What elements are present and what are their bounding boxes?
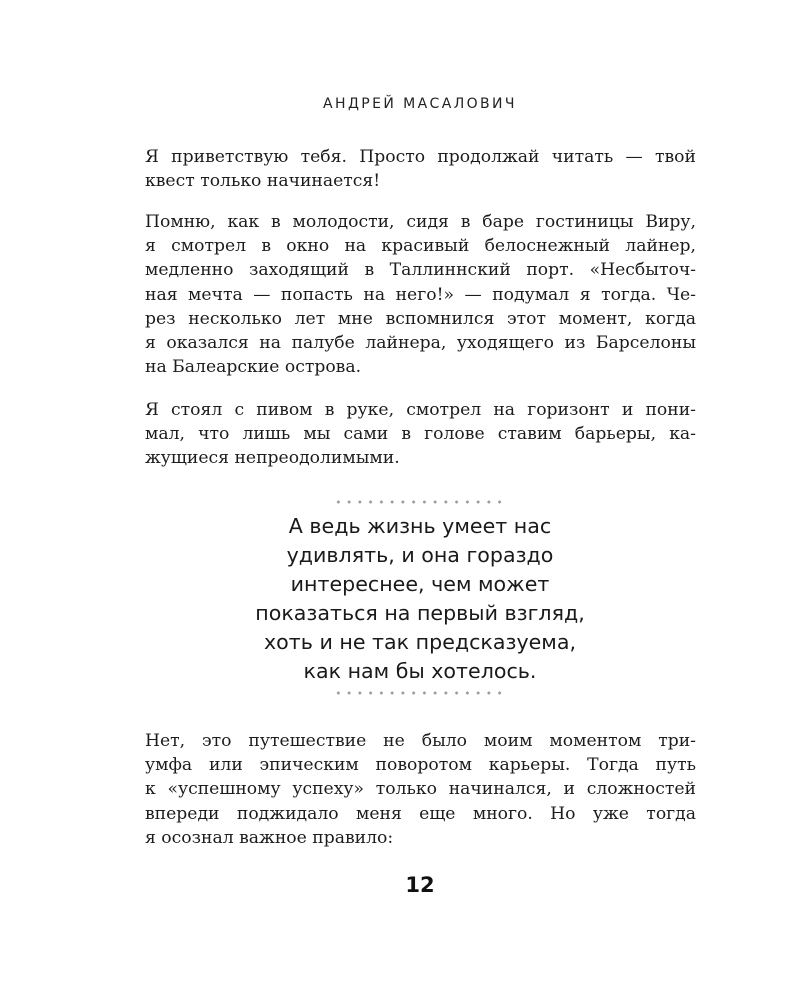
text-line: жущиеся непреодолимыми. [145, 448, 400, 469]
paragraph-4 [145, 729, 696, 850]
quote-divider-top [333, 500, 505, 504]
quote-line: удивлять, и она гораздо [286, 543, 554, 567]
text-line: Я приветствую тебя. Просто продолжай читать — твой [145, 147, 696, 167]
text-line: мал, что лишь мы сами в голове ставим барьеры, ка- [145, 424, 696, 445]
paragraph-3 [145, 398, 696, 471]
text-line: рез несколько лет мне вспомнился этот момент, когда [145, 308, 696, 329]
quote-line: А ведь жизнь умеет нас [288, 514, 552, 538]
quote-line: как нам бы хотелось. [303, 659, 537, 683]
text-line: я оказался на палубе лайнера, уходящего из Барселоны [145, 333, 696, 354]
text-line: я смотрел в окно на красивый белоснежный лайнер, [145, 236, 696, 257]
quote-line: показаться на первый взгляд, [255, 601, 585, 625]
text-line: я осознал важное правило: [145, 827, 394, 848]
paragraph-2 [145, 210, 696, 379]
text-line: умфа или эпическим поворотом карьеры. Тогда путь [145, 755, 696, 776]
text-line: к «успешному успеху» только начинался, и сложностей [145, 779, 696, 800]
text-line: ная мечта — попасть на него!» — подумал я тогда. Че- [145, 284, 696, 305]
text-line: Я стоял с пивом в руке, смотрел на горизонт и пони- [145, 400, 696, 420]
text-line: впереди поджидало меня еще много. Но уже тогда [145, 803, 696, 824]
text-line: медленно заходящий в Таллиннский порт. «Несбыточ- [145, 260, 696, 281]
text-line: на Балеарские острова. [145, 357, 362, 378]
quote-divider-bottom [333, 691, 505, 695]
running-head-author: АНДРЕЙ МАСАЛОВИЧ [323, 96, 517, 112]
quote-line: хоть и не так предсказуема, [263, 630, 576, 654]
pull-quote [200, 512, 640, 686]
page-number: 12 [405, 873, 435, 897]
text-line: квест только начинается! [145, 171, 381, 192]
text-line: Нет, это путешествие не было моим моментом три- [145, 731, 696, 751]
paragraph-1 [145, 145, 696, 193]
text-line: Помню, как в молодости, сидя в баре гостиницы Виру, [145, 212, 696, 232]
quote-line: интереснее, чем может [290, 572, 550, 596]
